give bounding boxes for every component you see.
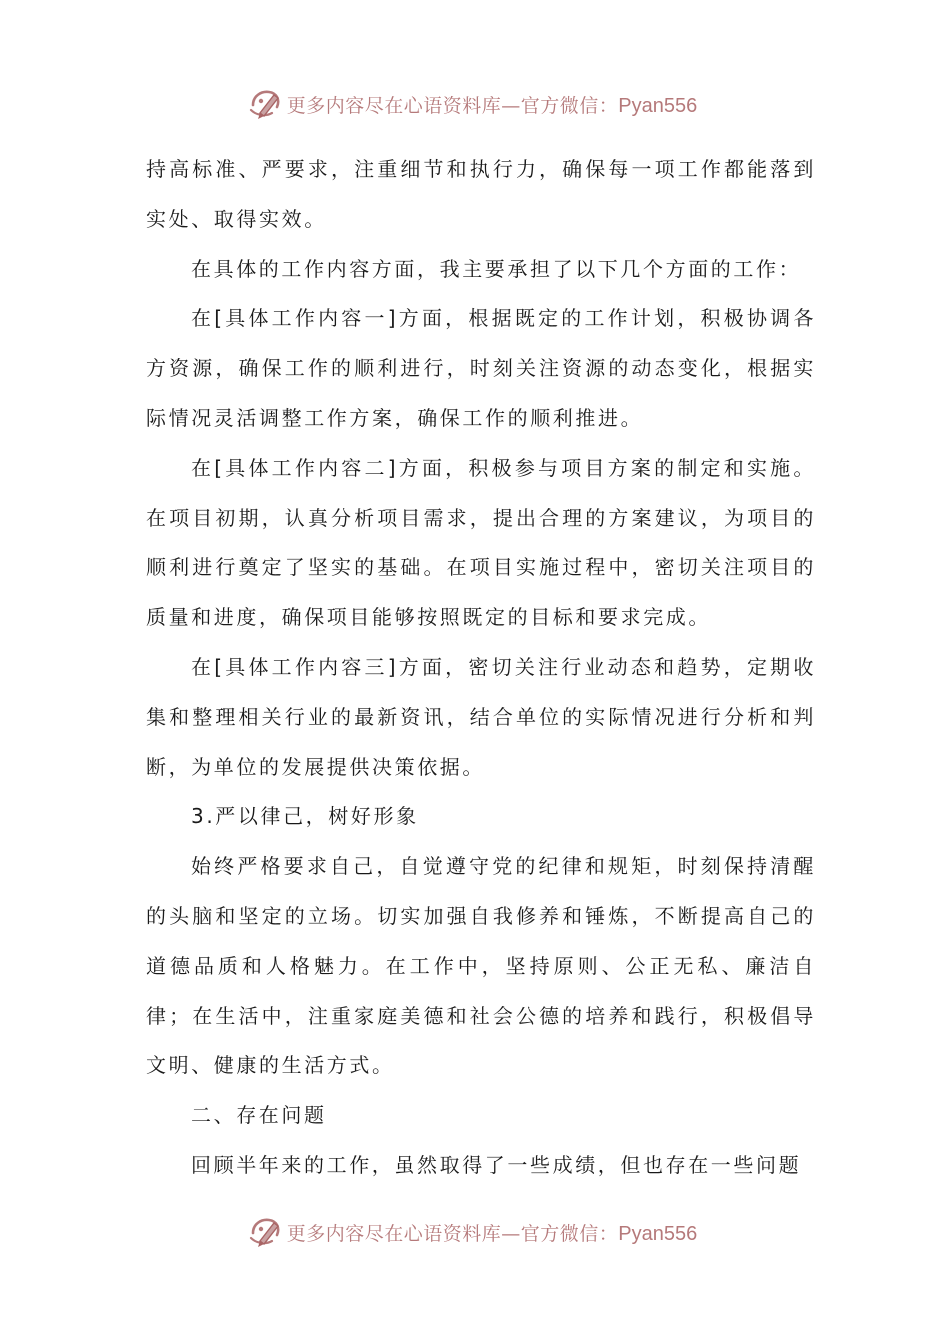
paragraph-work-item-three: 在[具体工作内容三]方面，密切关注行业动态和趋势，定期收集和整理相关行业的最新资讯，结合单位的实际情况进行分析和判断，为单位的发展提供决策依据。 [146,654,816,779]
paragraph-work-intro: 在具体的工作内容方面，我主要承担了以下几个方面的工作： [191,256,802,281]
header-watermark [247,86,697,122]
paragraph-discipline: 始终严格要求自己，自觉遵守党的纪律和规矩，时刻保持清醒的头脑和坚定的立场。切实加强自我修养和锤炼，不断提高自己的道德品质和人格魅力。在工作中，坚持原则、公正无私、廉洁自律；在生活中，注重家庭美德和社会公德的培养和践行，积极倡导文明、健康的生活方式。 [146,854,816,1078]
section-heading-discipline: 3.严以律己，树好形象 [191,804,419,829]
paragraph-work-item-two: 在[具体工作内容二]方面，积极参与项目方案的制定和实施。在项目初期，认真分析项目需求，提出合理的方案建议，为项目的顺利进行奠定了坚实的基础。在项目实施过程中，密切关注项目的质量和进度，确保项目能够按照既定的目标和要求完成。 [146,455,816,630]
footer-watermark-text: 更多内容尽在心语资料库—官方微信：Pyan556 [286,1222,698,1245]
footer-watermark-banner [0,1212,950,1252]
paragraph-work-item-one: 在[具体工作内容一]方面，根据既定的工作计划，积极协调各方资源，确保工作的顺利进行，时刻关注资源的动态变化，根据实际情况灵活调整工作方案，确保工作的顺利推进。 [146,306,816,430]
section-heading-problems: 二、存在问题 [191,1103,327,1128]
footer-watermark [247,1214,697,1250]
header-watermark-text: 更多内容尽在心语资料库—官方微信：Pyan556 [286,94,698,117]
pen-logo-icon [247,86,283,122]
document-body [146,145,816,1191]
pen-logo-icon [247,1214,283,1250]
paragraph-problems: 回顾半年来的工作，虽然取得了一些成绩，但也存在一些问题 [191,1152,802,1177]
paragraph-continuation: 持高标准、严要求，注重细节和执行力，确保每一项工作都能落到实处、取得实效。 [146,157,816,231]
header-watermark-banner [0,84,950,124]
